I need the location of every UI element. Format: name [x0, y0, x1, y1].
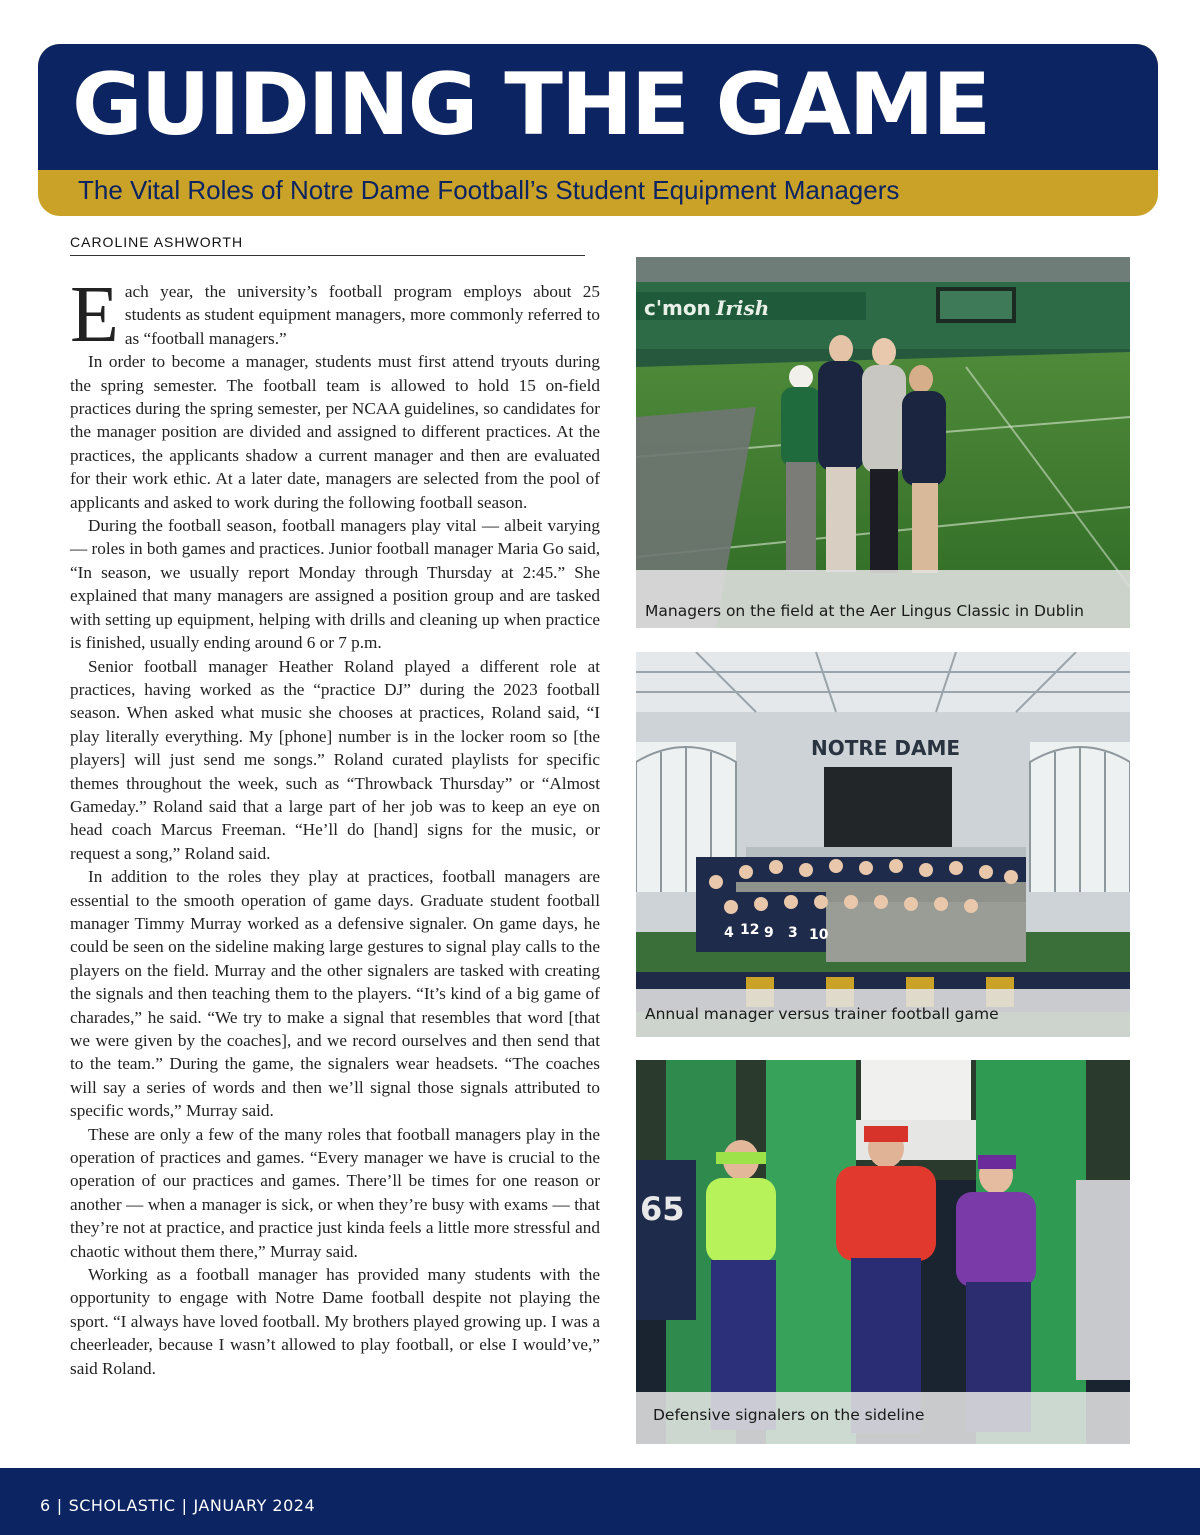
- article-paragraph: [70, 271, 600, 359]
- article-paragraph: In order to become a manager, students must first attend tryouts during the spring semester. The football team is allowed to hold 15 on-field practices during the spring semester, per NCAA guidelines, so candidates for the manager position are divided and assigned to different practices. At the practices, the applicants shadow a current manager and then are evaluated for their work ethic. At a later date, managers are selected from the pool of applicants and asked to work during the following football season.: [70, 352, 600, 512]
- article-paragraph: These are only a few of the many roles that football managers play in the operation of practices and games. “Every manager we have is crucial to the operation of our practices and games. There’ll be times for one reason or another — when a manager is sick, or when they’re busy with exams — that they’re not at practice, and practice just kinda feels a little more stressful and chaotic without them there,” Murray said.: [70, 1124, 600, 1261]
- sideline-photo-illustration: [636, 1060, 1130, 1444]
- article-paragraph: Senior football manager Heather Roland played a different role at practices, having worked as the “practice DJ” during the 2023 football season. When asked what music she chooses at practices, Roland said, “I play literally everything. My [phone] number is in the locker room so [the players] will just send me songs.” Roland curated playlists for specific themes throughout the week, such as “Throwback Thursday” or “Almost Gameday.” Roland said that a large part of her job was to keep an eye on head coach Marcus Freeman. “He’ll do [hand] signs for the music, or request a song,” Roland said.: [70, 656, 600, 863]
- team-group: [696, 857, 1026, 962]
- paragraph-text: ach year, the university’s football program employs about 25 students as student equipment managers, more commonly referred to as “football managers.”: [124, 282, 600, 348]
- jersey-number: 3: [788, 925, 798, 941]
- footer-divider: |: [181, 1496, 188, 1515]
- title-band: [38, 44, 1158, 170]
- page-footer: [0, 1468, 1200, 1535]
- photo-dublin-stadium: [636, 257, 1130, 628]
- drop-cap: E: [70, 271, 119, 359]
- byline: CAROLINE ASHWORTH: [70, 234, 585, 256]
- subheadline: The Vital Roles of Notre Dame Football’s Student Equipment Managers: [78, 175, 900, 205]
- stadium-sign-text: c'mon: [644, 296, 711, 320]
- footer-text: [40, 1496, 315, 1515]
- article-paragraph: Working as a football manager has provided many students with the opportunity to engage with Notre Dame football despite not playing the sport. “I always have loved football. My brothers played growing up. I was a cheerleader, because I wasn’t allowed to play football, or else I would’ve,” said Roland.: [70, 1265, 600, 1378]
- photo-sideline-signalers: [636, 1060, 1130, 1444]
- photo-caption: Defensive signalers on the sideline: [636, 1392, 1130, 1444]
- issue-date: JANUARY 2024: [193, 1496, 316, 1515]
- title-banner: [38, 44, 1158, 216]
- photo-caption: Annual manager versus trainer football game: [636, 989, 1130, 1037]
- jersey-number: 4: [724, 925, 734, 941]
- article-paragraph: In addition to the roles they play at practices, football managers are essential to the smooth operation of game days. Graduate student football manager Timmy Murray worked as a defensive signaler. On game days, he could be seen on the sideline making large gestures to signal play calls to the players on the field. Murray and the other signalers are tasked with creating the signals and then teaching them to the players. “It’s kind of a big game of charades,” he said. “We try to make a signal that resembles that word [that we were given by the coaches], and we record ourselves and then send that to the team.” During the game, the signalers wear headsets. “The coaches will say a series of words and then we’ll signal those signals attributed to specific words,” Murray said.: [70, 867, 600, 1121]
- footer-divider: |: [56, 1496, 63, 1515]
- jersey-number: 9: [764, 925, 774, 941]
- headline: GUIDING THE GAME: [72, 55, 990, 155]
- jersey-number: 65: [640, 1190, 685, 1228]
- article-body: [70, 271, 600, 1380]
- photo-caption: Managers on the field at the Aer Lingus Classic in Dublin: [636, 570, 1130, 628]
- team-photo-illustration: [636, 652, 1130, 1037]
- article-paragraph: During the football season, football managers play vital — albeit varying — roles in both games and practices. Junior football manager Maria Go said, “In season, we usually report Monday through Thursday at 2:45.” She explained that many managers are assigned a position group and are tasked with setting up equipment, helping with drills and cleaning up when practice is finished, usually ending around 6 or 7 p.m.: [70, 516, 600, 653]
- photo-indoor-team: [636, 652, 1130, 1037]
- building-sign-text: NOTRE DAME: [811, 736, 961, 760]
- jersey-number: 12: [740, 922, 760, 938]
- stadium-sign-text: Irish: [716, 296, 770, 320]
- jersey-number: 10: [809, 927, 829, 943]
- publication-name: SCHOLASTIC: [68, 1496, 176, 1515]
- page-number: 6: [40, 1496, 51, 1515]
